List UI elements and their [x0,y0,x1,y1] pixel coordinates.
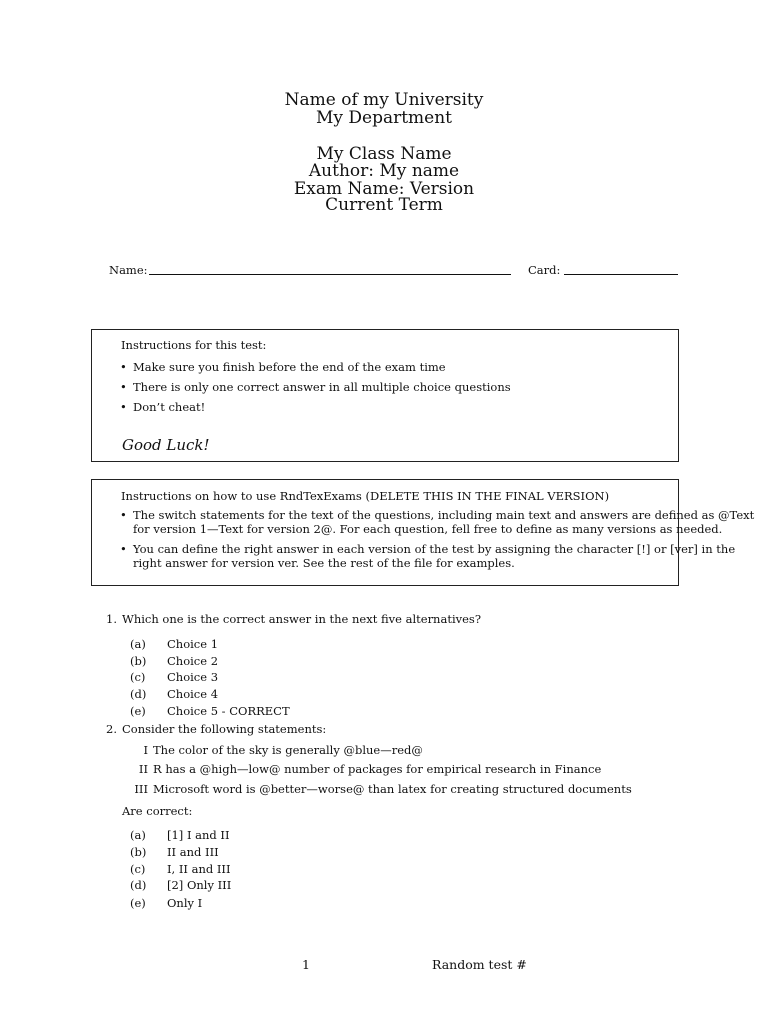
bullet-icon: • [120,400,127,414]
term-line: Current Term [325,195,443,215]
option-text[interactable]: [1] I and II [167,828,230,842]
bullet-icon: • [120,380,127,394]
instructions-title: Instructions for this test: [121,338,267,352]
option-text[interactable]: [2] Only III [167,878,232,892]
exam-name: Exam Name: Version [293,179,475,199]
question-number: 2. [106,722,117,736]
statement-text: Microsoft word is @better—worse@ than latex for creating structured documents [153,782,632,796]
option-text[interactable]: Only I [167,896,203,910]
usage-box [91,479,755,586]
statement-numeral: II [138,762,148,776]
name-label: Name: [109,263,148,277]
author-line: Author: My name [308,161,460,181]
option-text[interactable]: II and III [167,845,219,859]
page-number: 1 [302,957,310,972]
statement-text: R has a @high—low@ number of packages for empirical research in Finance [153,762,602,776]
instructions-box [91,329,679,462]
statement-numeral: III [134,782,148,796]
random-test-label: Random test # [432,957,527,972]
usage-item-line: The switch statements for the text of the questions, including main text and answers are defined as @Text [133,508,755,522]
instruction-item: Make sure you finish before the end of the exam time [133,360,446,374]
option-label: (a) [130,828,146,842]
option-text[interactable]: Choice 1 [167,637,219,651]
option-text[interactable]: I, II and III [167,862,231,876]
class-name: My Class Name [316,144,452,164]
option-label: (c) [130,862,146,876]
option-label: (b) [130,654,147,668]
university-name: Name of my University [284,90,484,110]
usage-item-line: for version 1—Text for version 2@. For each question, fell free to define as many versions as needed. [133,522,723,536]
usage-item-line: You can define the right answer in each version of the test by assigning the character [!] or [ver] in the [133,542,736,556]
question-prompt: Are correct: [122,804,193,818]
name-field-line[interactable] [149,274,511,275]
option-label: (d) [130,878,147,892]
good-luck: Good Luck! [122,436,210,454]
question-text: Consider the following statements: [122,722,327,736]
statement-text: The color of the sky is generally @blue—red@ [153,743,423,757]
instruction-item: There is only one correct answer in all multiple choice questions [133,380,511,394]
bullet-icon: • [120,360,127,374]
statement-numeral: I [143,743,148,757]
question-number: 1. [106,612,117,626]
option-text[interactable]: Choice 5 - CORRECT [167,704,290,718]
option-text[interactable]: Choice 3 [167,670,219,684]
instruction-item: Don’t cheat! [133,400,206,414]
option-label: (e) [130,704,146,718]
question-text: Which one is the correct answer in the next five alternatives? [122,612,481,626]
option-label: (c) [130,670,146,684]
option-text[interactable]: Choice 4 [167,687,219,701]
option-label: (d) [130,687,147,701]
option-label: (e) [130,896,146,910]
department-name: My Department [315,108,453,128]
card-label: Card: [528,263,561,277]
bullet-icon: • [120,542,127,556]
usage-title: Instructions on how to use RndTexExams (DELETE THIS IN THE FINAL VERSION) [121,489,610,503]
usage-item-line: right answer for version ver. See the rest of the file for examples. [133,556,515,570]
bullet-icon: • [120,508,127,522]
option-label: (a) [130,637,146,651]
card-field-line[interactable] [564,274,678,275]
option-text[interactable]: Choice 2 [167,654,219,668]
option-label: (b) [130,845,147,859]
